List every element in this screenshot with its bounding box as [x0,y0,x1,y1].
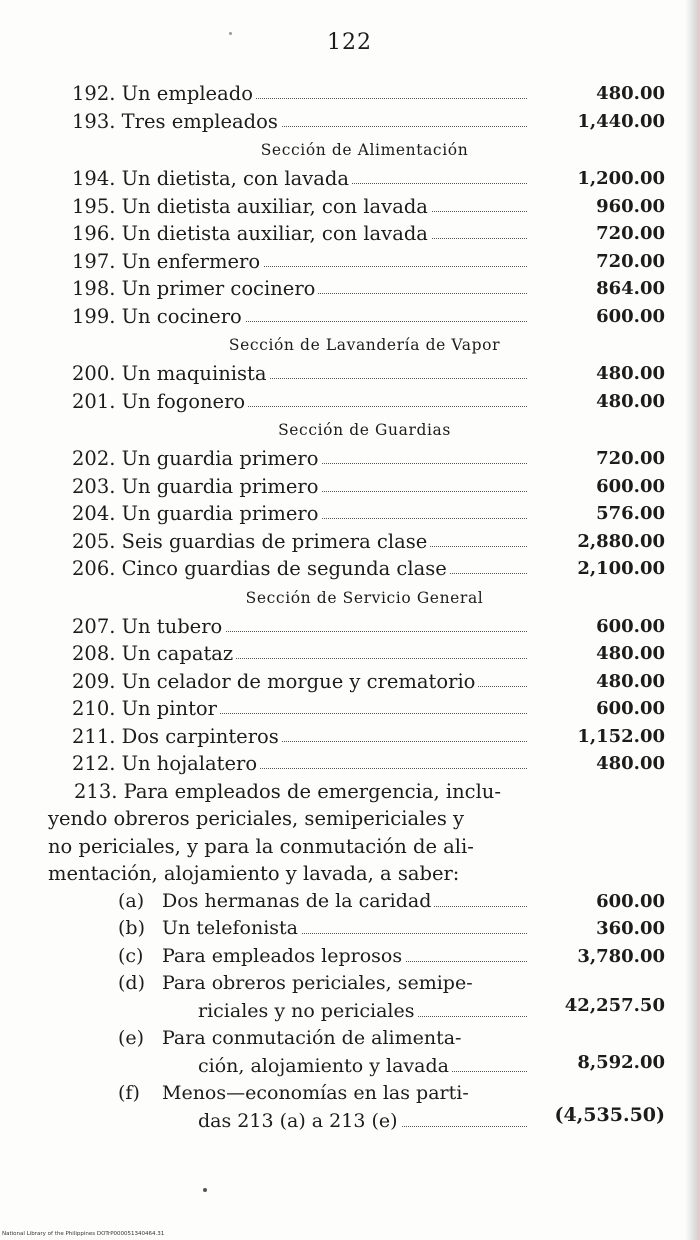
sub-item [0,943,699,971]
paragraph-line: no periciales, y para la conmutación de ali- [48,834,474,858]
line-label: 205. Seis guardias de primera clase [72,530,430,553]
paragraph-line: mentación, alojamiento y lavada, a saber: [48,862,460,885]
budget-line [0,500,699,528]
sub-item-amount: 360.00 [596,918,665,939]
line-amount: 600.00 [596,698,665,719]
budget-line [0,165,699,193]
budget-line [0,695,699,723]
budget-line [0,220,699,248]
sub-item-text: Dos hermanas de la caridad [162,890,434,912]
line-amount: 720.00 [596,448,665,469]
paper-speck [203,1188,207,1192]
sub-item-text: Para obreros periciales, semipe- [162,972,476,994]
line-label: 212. Un hojalatero [72,752,260,775]
digitization-footer: National Library of the Philippines DOTrP000051340464.31 [2,1231,165,1237]
section-heading-alimentacion: Sección de Alimentación [260,141,469,159]
paragraph-line: yendo obreros periciales, semipericiales y [48,807,465,830]
line-amount: 600.00 [596,615,665,637]
sub-item-d-line2 [0,994,699,1026]
line-amount: 480.00 [596,83,665,104]
line-label: 198. Un primer cocinero [72,277,318,300]
line-label: 200. Un maquinista [72,362,269,385]
budget-line [0,275,699,303]
budget-line [0,723,699,751]
sub-item-amount: 8,592.00 [577,1051,665,1073]
line-amount: 720.00 [596,250,665,272]
sub-item-letter: (b) [118,917,145,939]
budget-line [0,248,699,276]
budget-line [0,193,699,221]
line-label: 207. Un tubero [72,615,225,638]
sub-item-text: Un telefonista [162,917,301,939]
line-label: 210. Un pintor [72,697,220,720]
sub-item-e-line2 [0,1053,699,1081]
line-label: 208. Un capataz [72,642,236,665]
sub-item-amount: (4,535.50) [554,1103,665,1126]
budget-line [0,640,699,668]
sub-item [0,888,699,916]
line-amount: 600.00 [596,305,665,327]
line-amount: 2,100.00 [577,558,665,579]
line-amount: 480.00 [596,390,665,412]
budget-line [0,473,699,501]
sub-item-amount: 600.00 [596,890,665,912]
budget-line [0,555,699,583]
budget-line [0,528,699,556]
line-amount: 720.00 [596,223,665,244]
line-label: 201. Un fogonero [72,390,248,413]
line-amount: 864.00 [596,278,665,299]
budget-line [0,108,699,136]
budget-line [0,80,699,108]
line-amount: 480.00 [596,643,665,664]
sub-item-letter: (a) [118,889,145,912]
section-heading-lavanderia: Sección de Lavandería de Vapor [228,336,501,354]
sub-item-amount: 42,257.50 [564,994,665,1016]
sub-item-text: Menos—economías en las parti- [162,1082,472,1104]
section-heading-guardias: Sección de Guardias [278,421,451,439]
line-label: 197. Un enfermero [72,250,263,273]
budget-line [0,388,699,416]
line-label: 193. Tres empleados [72,110,281,133]
line-amount: 1,152.00 [577,725,665,747]
line-label: 199. Un cocinero [72,305,245,328]
sub-item-text: riciales y no periciales [198,1000,418,1022]
budget-line [0,668,699,696]
section-heading-servicio-general: Sección de Servicio General [245,588,484,607]
sub-item-letter: (f) [118,1082,140,1104]
sub-item-letter: (d) [118,972,145,994]
sub-item-text: Para empleados leprosos [162,945,405,967]
sub-item-text: ción, alojamiento y lavada [198,1055,452,1077]
line-label: 195. Un dietista auxiliar, con lavada [72,195,431,218]
line-amount: 1,200.00 [577,168,665,189]
budget-line [0,613,699,641]
line-label: 203. Un guardia primero [72,475,321,498]
paragraph-213 [0,778,699,888]
line-amount: 480.00 [596,670,665,692]
sub-item-text: das 213 (a) a 213 (e) [198,1110,401,1132]
sub-item-letter: (c) [118,944,144,967]
sub-item-amount: 3,780.00 [577,945,665,967]
budget-line [0,750,699,778]
page-number: 122 [327,30,372,55]
line-amount: 960.00 [596,195,665,217]
budget-line [0,445,699,473]
line-amount: 576.00 [596,503,665,524]
line-amount: 600.00 [596,475,665,497]
line-amount: 1,440.00 [577,110,665,132]
line-label: 202. Un guardia primero [72,447,321,470]
line-amount: 2,880.00 [577,530,665,552]
line-label: 209. Un celador de morgue y crematorio [72,670,478,693]
line-label: 194. Un dietista, con lavada [72,167,352,190]
line-label: 196. Un dietista auxiliar, con lavada [72,222,431,245]
line-amount: 480.00 [596,753,665,774]
paragraph-line: 213. Para empleados de emergencia, inclu- [74,779,501,803]
budget-list [0,80,699,1135]
line-label: 192. Un empleado [72,82,256,105]
sub-item-text: Para conmutación de alimenta- [162,1027,464,1049]
budget-line [0,360,699,388]
line-label: 204. Un guardia primero [72,502,321,525]
line-label: 211. Dos carpinteros [72,725,282,748]
line-label: 206. Cinco guardias de segunda clase [72,557,450,580]
sub-item [0,915,699,943]
line-amount: 480.00 [596,363,665,384]
sub-item-letter: (e) [118,1027,145,1049]
sub-item-f-line2 [0,1103,699,1136]
budget-line [0,303,699,331]
